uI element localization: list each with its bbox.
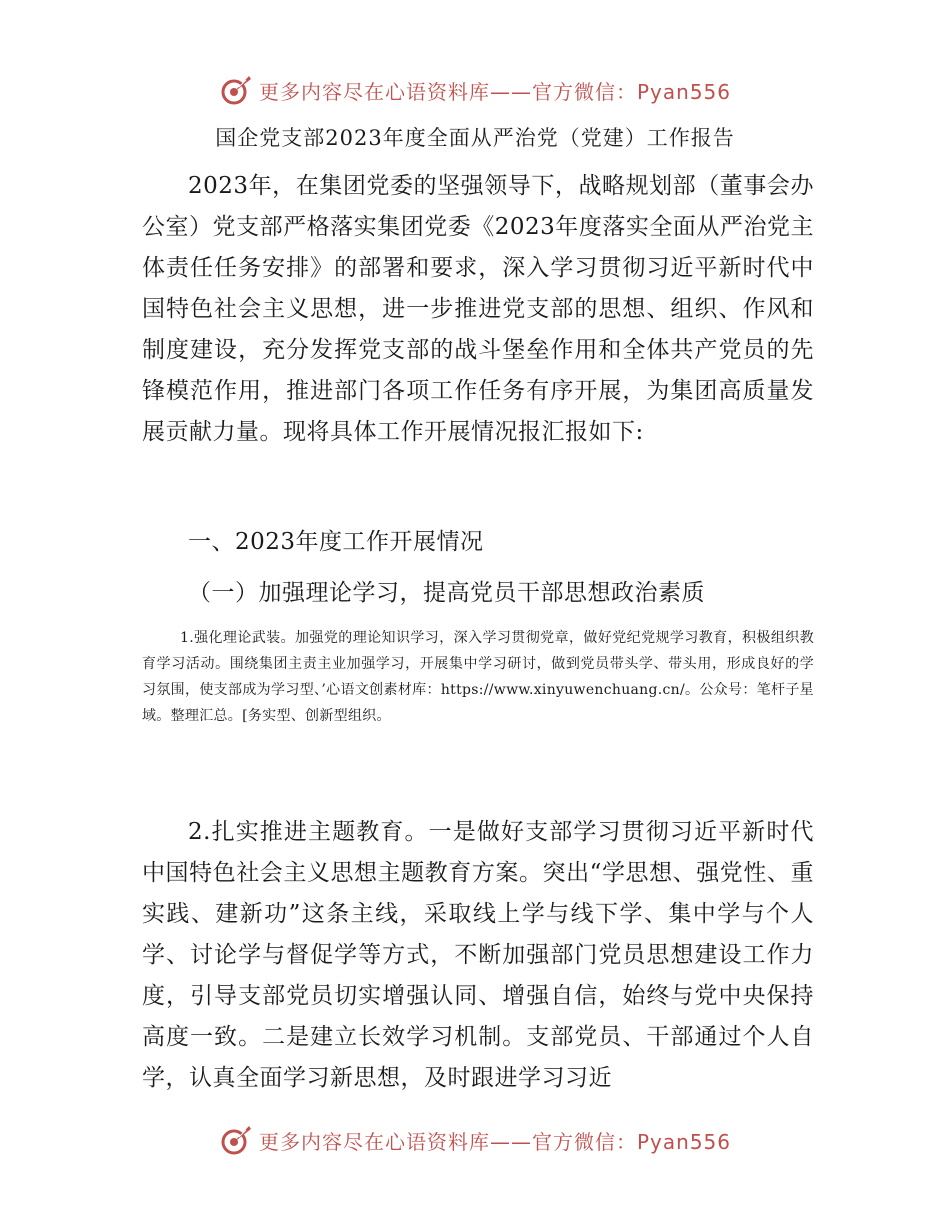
watermark-banner-top — [0, 70, 950, 110]
item-1-paragraph: 1.强化理论武装。加强党的理论知识学习，深入学习贯彻党章，做好党纪党规学习教育，积极组织教育学习活动。围绕集团主责主业加强学习，开展集中学习研讨，做到党员带头学、带头用，形成良好的学习氛围，使支部成为学习型、’心语文创素材库：https://www.xinyuwenchuang.cn/。公众号：笔杆子星域。整理汇总。[务实型、创新型组织。 — [142, 630, 814, 724]
watermark-text: 更多内容尽在心语资料库——官方微信：Pyan556 — [258, 79, 731, 104]
subsection-heading: （一）加强理论学习，提高党员干部思想政治素质 — [188, 580, 705, 606]
quill-logo-icon — [219, 73, 253, 107]
watermark-banner-bottom — [0, 1120, 950, 1160]
item-2-paragraph: 2.扎实推进主题教育。一是做好支部学习贯彻习近平新时代中国特色社会主义思想主题教育方案。突出“学思想、强党性、重实践、建新功”这条主线，采取线上学与线下学、集中学与个人学、讨论学与督促学等方式，不断加强部门党员思想建设工作力度，引导支部党员切实增强认同、增强自信，始终与党中央保持高度一致。二是建立长效学习机制。支部党员、干部通过个人自学，认真全面学习新思想，及时跟进学习习近 — [142, 819, 814, 1091]
watermark-text: 更多内容尽在心语资料库——官方微信：Pyan556 — [258, 1129, 731, 1154]
section-heading: 一、2023年度工作开展情况 — [188, 529, 484, 555]
document-title: 国企党支部2023年度全面从严治党（党建）工作报告 — [215, 126, 735, 150]
quill-logo-icon — [219, 1123, 253, 1157]
intro-paragraph: 2023年，在集团党委的坚强领导下，战略规划部（董事会办公室）党支部严格落实集团党委《2023年度落实全面从严治党主体责任任务安排》的部署和要求，深入学习贯彻习近平新时代中国特色社会主义思想，进一步推进党支部的思想、组织、作风和制度建设，充分发挥党支部的战斗堡垒作用和全体共产党员的先锋模范作用，推进部门各项工作任务有序开展，为集团高质量发展贡献力量。现将具体工作开展情况报汇报如下: — [142, 173, 814, 445]
